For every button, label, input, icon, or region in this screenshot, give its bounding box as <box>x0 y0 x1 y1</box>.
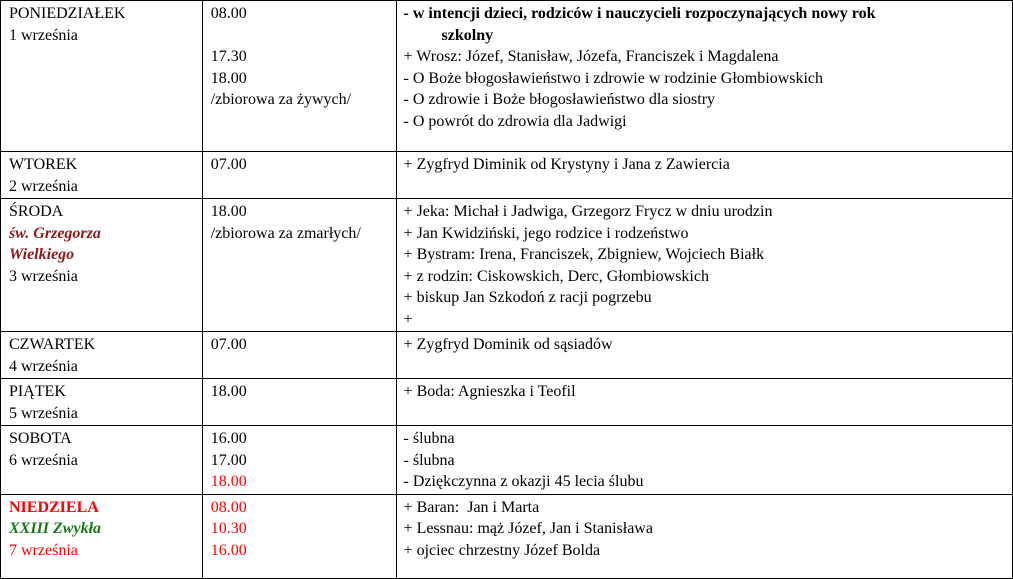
table-row <box>1 332 1013 379</box>
day-line: WTOREK <box>9 156 78 173</box>
mass-time: 08.00 <box>210 498 247 516</box>
mass-time: 16.00 <box>210 430 247 447</box>
day-line: 1 września <box>9 26 78 44</box>
day-line: PONIEDZIAŁEK <box>9 5 126 22</box>
table-row <box>1 379 1013 426</box>
day-line: Wielkiego <box>9 246 75 263</box>
intention-cell <box>396 379 1012 426</box>
day-cell <box>1 426 203 495</box>
intention-line: + Zygfryd Diminik od Krystyny i Jana z Zawiercia <box>403 156 730 173</box>
day-line: 3 września <box>9 267 78 285</box>
intention-line: szkolny <box>441 26 494 44</box>
intention-line: + Jeka: Michał i Jadwiga, Grzegorz Frycz w dniu urodzin <box>403 203 773 220</box>
intention-line: + <box>403 310 413 328</box>
intention-line: - ślubna <box>403 451 455 469</box>
mass-time: 08.00 <box>210 5 247 22</box>
intention-cell <box>396 152 1012 199</box>
mass-time: 07.00 <box>210 156 247 173</box>
intention-line: + ojciec chrzestny Józef Bolda <box>403 541 601 559</box>
time-cell <box>202 199 396 332</box>
day-cell <box>1 494 203 578</box>
intention-line: + Lessnau: mąż Józef, Jan i Stanisława <box>403 520 653 537</box>
intention-line: - O powrót do zdrowia dla Jadwigi <box>403 112 627 130</box>
intention-line: - Dziękczynna z okazji 45 lecia ślubu <box>403 473 644 490</box>
day-line: św. Grzegorza <box>9 224 101 242</box>
mass-time: 07.00 <box>210 336 247 353</box>
table-row <box>1 426 1013 495</box>
mass-time: 10.30 <box>210 520 247 537</box>
day-cell <box>1 332 203 379</box>
time-cell <box>202 426 396 495</box>
intention-line: - O Boże błogosławieństwo i zdrowie w rodzinie Głombiowskich <box>403 69 824 87</box>
mass-time: 17.30 <box>210 48 247 65</box>
intention-line: - ślubna <box>403 430 455 447</box>
intention-line: + Baran: Jan i Marta <box>403 498 540 516</box>
intention-cell <box>396 332 1012 379</box>
table-row <box>1 1 1013 152</box>
intention-line: - w intencji dzieci, rodziców i nauczycieli rozpoczynających nowy rok <box>403 5 876 22</box>
intention-cell <box>396 199 1012 332</box>
intention-line: + Boda: Agnieszka i Teofil <box>403 383 576 400</box>
intention-line: + z rodzin: Ciskowskich, Derc, Głombiowskich <box>403 267 709 285</box>
intention-cell <box>396 494 1012 578</box>
mass-time: 18.00 <box>210 69 247 87</box>
intention-line: + Wrosz: Józef, Stanisław, Józefa, Franciszek i Magdalena <box>403 48 779 65</box>
day-cell <box>1 379 203 426</box>
intention-cell <box>396 1 1012 152</box>
day-line: PIĄTEK <box>9 383 66 400</box>
day-line: 7 września <box>9 541 78 559</box>
table-body <box>1 1 1013 579</box>
intention-cell <box>396 426 1012 495</box>
mass-time: /zbiorowa za żywych/ <box>210 91 352 108</box>
day-line: XXIII Zwykła <box>9 520 102 537</box>
intention-line: + Jan Kwidziński, jego rodzice i rodzeństwo <box>403 224 689 242</box>
time-cell <box>202 152 396 199</box>
table-row <box>1 494 1013 578</box>
day-line: 6 września <box>9 451 78 469</box>
intention-line: + Bystram: Irena, Franciszek, Zbigniew, Wojciech Białk <box>403 246 765 263</box>
mass-time: 18.00 <box>210 383 247 400</box>
mass-time: /zbiorowa za zmarłych/ <box>210 224 361 242</box>
mass-time: 18.00 <box>210 473 247 490</box>
mass-time: 16.00 <box>210 541 247 559</box>
day-cell <box>1 1 203 152</box>
mass-time: 18.00 <box>210 203 247 220</box>
day-line: ŚRODA <box>9 203 64 220</box>
table-row <box>1 152 1013 199</box>
day-line: NIEDZIELA <box>9 498 99 516</box>
intention-line: + biskup Jan Szkodoń z racji pogrzebu <box>403 289 652 306</box>
day-line: 2 września <box>9 177 78 195</box>
day-line: SOBOTA <box>9 430 72 447</box>
intention-line: - O zdrowie i Boże błogosławieństwo dla siostry <box>403 91 716 108</box>
day-cell <box>1 199 203 332</box>
day-cell <box>1 152 203 199</box>
intention-line: + Zygfryd Dominik od sąsiadów <box>403 336 613 353</box>
time-cell <box>202 1 396 152</box>
day-line: CZWARTEK <box>9 336 96 353</box>
table-row <box>1 199 1013 332</box>
time-cell <box>202 379 396 426</box>
mass-time <box>211 25 390 47</box>
time-cell <box>202 494 396 578</box>
mass-time: 17.00 <box>210 451 247 469</box>
day-line: 5 września <box>9 404 78 422</box>
time-cell <box>202 332 396 379</box>
day-line: 4 września <box>9 357 78 375</box>
